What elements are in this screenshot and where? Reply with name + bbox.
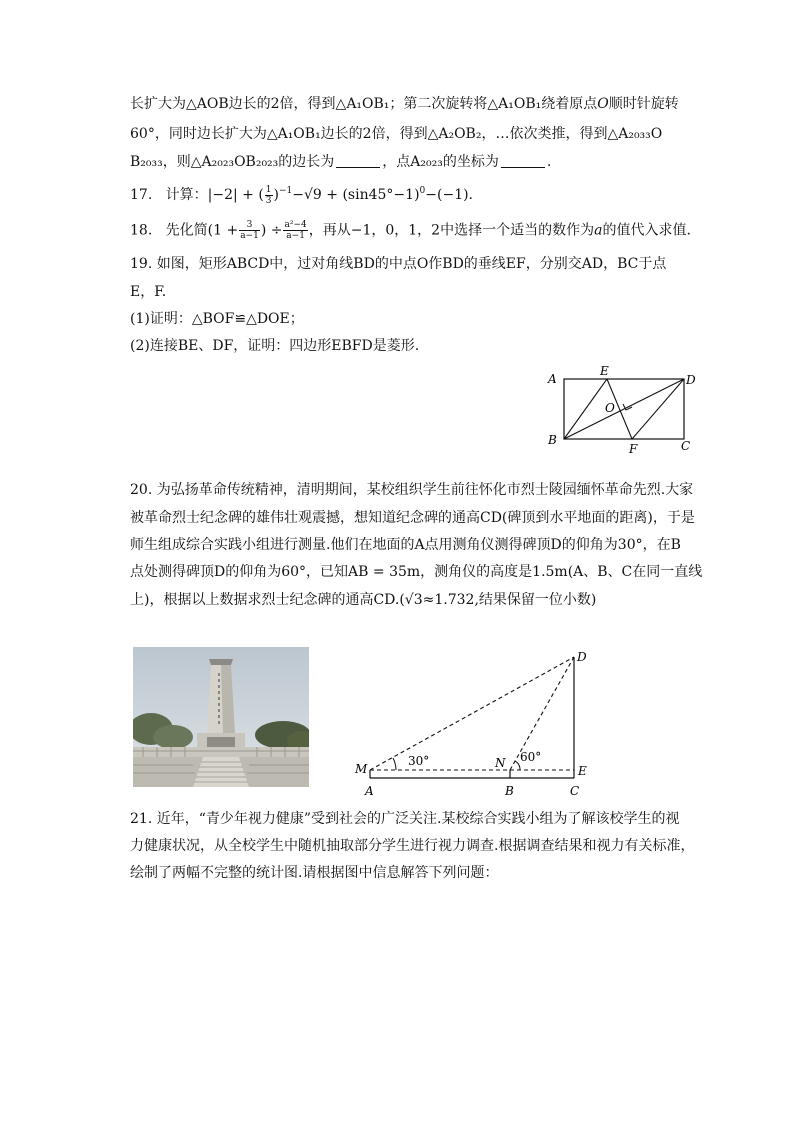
answer-blank-1[interactable] <box>336 153 380 168</box>
q21-line-3: 绘制了两幅不完整的统计图.请根据图中信息解答下列问题： <box>130 865 499 881</box>
answer-blank-2[interactable] <box>501 153 545 168</box>
q18: 18. 先化简(1 + $\frac{3}{a-1}$ ) ÷ $\frac{\text{a²−4}}{a-1}$ ，再从−1，0，1，2中选择一个适当的数作为a的值代入求值. <box>130 220 691 241</box>
q16-line-3: B₂₀₃₃，则△A₂₀₂₃OB₂₀₂₃的边长为 ，点A₂₀₂₃的坐标为 . <box>130 154 552 170</box>
label-n: N <box>495 756 506 770</box>
rectangle-figure <box>540 362 705 457</box>
monument-photo <box>133 647 309 787</box>
label-c: C <box>570 784 580 798</box>
angle-label-30: 30° <box>408 754 430 768</box>
q20-line-2: 被革命烈士纪念碑的雄伟壮观震撼，想知道纪念碑的通高CD(碑顶到水平地面的距离)，于是 <box>130 510 695 526</box>
label-c: C <box>681 439 691 453</box>
label-d: D <box>686 373 696 387</box>
angle-figure <box>350 645 600 800</box>
q19-line-2: E，F. <box>130 284 167 300</box>
q18-fraction-1: $\frac{3}{a-1}$ <box>240 220 259 241</box>
monument-illustration <box>133 647 309 787</box>
q20-line-1: 20. 为弘扬革命传统精神，清明期间，某校组织学生前往怀化市烈士陵园缅怀革命先烈.大家 <box>130 482 694 498</box>
label-b: B <box>548 433 557 447</box>
label-e: E <box>600 364 609 378</box>
q20-line-5: 上)，根据以上数据求烈士纪念碑的通高CD.(√3≈1.732,结果保留一位小数) <box>130 592 597 608</box>
q20-line-4: 点处测得碑顶D的仰角为60°，已知AB = 35m，测角仪的高度是1.5m(A、B、C在同一直线 <box>130 564 703 580</box>
q19-line-1: 19. 如图，矩形ABCD中，过对角线BD的中点O作BD的垂线EF，分别交AD，BC于点 <box>130 256 667 272</box>
q21-line-2: 力健康状况，从全校学生中随机抽取部分学生进行视力调查.根据调查结果和视力有关标准， <box>130 838 695 854</box>
label-b: B <box>505 784 514 798</box>
q16-line-2: 60°，同时边长扩大为△A₁OB₁边长的2倍，得到△A₂OB₂，…依次类推，得到△A₂₀₃₃O <box>130 126 663 142</box>
diagonal-bd <box>564 379 684 439</box>
label-e: E <box>578 764 587 778</box>
q19-part-2: (2)连接BE、DF，证明：四边形EBFD是菱形. <box>130 338 420 354</box>
q17-fraction: $\frac{1}{3}$ <box>265 184 272 206</box>
q19-part-1: (1)证明：△BOF≌△DOE； <box>130 311 304 327</box>
q20-line-3: 师生组成综合实践小组进行测量.他们在地面的A点用测角仪测得碑顶D的仰角为30°，在B <box>130 537 681 553</box>
label-o: O <box>605 401 615 415</box>
q17: 17. 计算：|−2| + ( $\frac{1}{3}$ )$^{-1}-√9 + (\sin 45^\circ-1)^0-(-1)$. <box>130 184 474 206</box>
segment-be <box>564 379 607 439</box>
label-a: A <box>365 784 374 798</box>
q18-fraction-2: $\frac{\text{a²−4}}{a-1}$ <box>284 220 307 241</box>
label-d: D <box>577 650 587 664</box>
label-m: M <box>355 762 368 776</box>
q21-line-1: 21. 近年，“青少年视力健康”受到社会的广泛关注.某校综合实践小组为了解该校学生的视 <box>130 811 680 827</box>
q16-line-1: 长扩大为△AOB边长的2倍，得到△A₁OB₁；第二次旋转将△A₁OB₁绕着原点O顺时针旋转 <box>130 96 679 112</box>
segment-df <box>632 379 684 439</box>
label-f: F <box>629 442 638 456</box>
arc-30 <box>393 758 396 770</box>
sight-line-30 <box>370 657 574 770</box>
angle-label-60: 60° <box>520 750 542 764</box>
label-a: A <box>548 372 557 386</box>
